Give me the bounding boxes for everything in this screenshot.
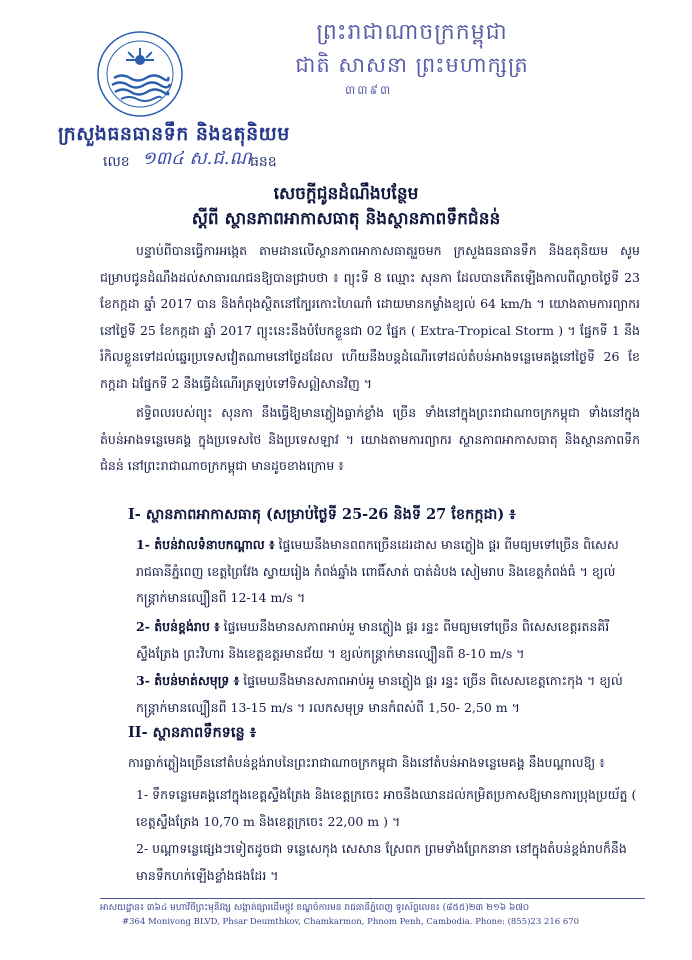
section-weather-heading: I- ស្ថានភាពអាកាសធាតុ (សម្រាប់ថ្ងៃទី 25-26 និងទី 27 ខែកក្កដា) ៖ xyxy=(128,506,516,523)
footer-divider xyxy=(100,898,645,899)
reference-number: ១៣៤ ស.ជ.ណ xyxy=(142,148,252,169)
footer-address-khmer: អាសយដ្ឋាន៖ ៣៦៤ មហាវិថីព្រះមុនីវង្ស សង្កាត់ផ្សារដើមថ្កូវ ខណ្ឌចំការមន រាជធានីភ្នំពេញ ទូរស័ព្ទលេខ៖ (៨៥៥)២៣ ២១៦ ៦៧០ xyxy=(100,903,530,913)
list-item xyxy=(136,614,641,667)
reference-prefix: លេខ xyxy=(103,154,130,170)
reference-suffix: ធនឧ xyxy=(250,154,277,170)
section-river-heading: II- ស្ថានភាពទឹកទន្លេ ៖ xyxy=(128,724,257,741)
list-item xyxy=(136,668,641,721)
header-ornament: ៣៣៩៣ xyxy=(345,83,393,97)
paragraph-effects xyxy=(100,400,640,480)
kingdom-heading: ព្រះរាជាណាចក្រកម្ពុជា xyxy=(316,20,508,45)
list-item-text: ទឹកទន្លេមេគង្គនៅក្នុងខេត្តស្ទឹងត្រែង និងខេត្តក្រចេះ អាចនឹងឈានដល់កម្រិតប្រកាសឱ្យមានការប្រុងប្រយ័ត្ន ( ខេត្តស្ទឹងត្រែង 10,70 m និងខេត្តក្រចេះ 22,00 m ) ។ xyxy=(136,787,637,829)
document-subtitle: ស្តីពី ស្ថានភាពអាកាសធាតុ និងស្ថានភាពទឹកជំនន់ xyxy=(191,209,501,229)
ministry-seal-icon xyxy=(96,30,184,118)
list-item-label: 2- តំបន់ខ្ពង់រាប ៖ xyxy=(136,619,220,634)
list-item-text: ផ្ទៃមេឃនឹងមានសភាពអាប់អួ មានភ្លៀង ផ្គរ រន្ទះ ពីមធ្យមទៅច្រើន ពិសេសខេត្តរតនគិរី ស្ទឹងត្រែង ព្រះវិហារ និងខេត្តឧត្តរមានជ័យ ។ ខ្យល់កន្ត្រាក់មានល្បឿនពី 8-10 m/s ។ xyxy=(136,619,610,661)
list-item xyxy=(136,836,641,889)
footer-address-english: #364 Monivong BLVD, Phsar Deumthkov, Chamkarmon, Phnom Penh, Cambodia. Phone: (855)23 216 670 xyxy=(122,917,580,927)
list-item xyxy=(136,532,641,612)
list-item-label: 3- តំបន់មាត់សមុទ្រ ៖ xyxy=(136,673,240,688)
document-title: សេចក្តីជូនដំណឹងបន្ថែម xyxy=(273,184,419,204)
section-river-intro: ការធ្លាក់ភ្លៀងច្រើននៅតំបន់ខ្ពង់រាបនៃព្រះរាជាណាចក្រកម្ពុជា និងនៅតំបន់អាងទន្លេមេគង្គ នឹងបណ្តាលឱ្យ ៖ xyxy=(128,755,605,770)
ministry-name: ក្រសួងធនធានទឹក និងឧតុនិយម xyxy=(58,123,290,145)
list-item-label: 2- xyxy=(136,841,149,856)
list-item xyxy=(136,782,641,835)
paragraph-effects-text: ឥទ្ធិពលរបស់ព្យុះ សុនកា នឹងធ្វើឱ្យមានភ្លៀងធ្លាក់ខ្លាំង ច្រើន ទាំងនៅក្នុងព្រះរាជាណាចក្រកម្ពុជា ទាំងនៅក្នុងតំបន់អាងទន្លេមេគង្គ ក្នុងប្រទេសថៃ និងប្រទេសឡាវ ។ យោងតាមការព្យាករ ស្ថានភាពអាកាសធាតុ និងស្ថានភាពទឹកជំនន់ នៅព្រះរាជាណាចក្រកម្ពុជា មានដូចខាងក្រោម ៖ xyxy=(100,405,640,473)
list-item-label: 1- xyxy=(136,787,149,802)
list-item-text: ផ្ទៃមេឃនឹងមានសភាពអាប់អួ មានភ្លៀង ផ្គរ រន្ទះ ច្រើន ពិសេសខេត្តកោះកុង ។ ខ្យល់កន្ត្រាក់មានល្បឿនពី 13-15 m/s ។ រលកសមុទ្រ មានកំពស់ពី 1,50- 2,50 m ។ xyxy=(136,673,623,715)
paragraph-intro-text: បន្ទាប់ពីបានធ្វើការអង្កេត តាមដានលើស្ថានភាពអាកាសធាតុរួចមក ក្រសួងធនធានទឹក និងឧតុនិយម សូមជម្រាបជូនដំណឹងដល់សាធារណជនឱ្យបានជ្រាបថា ៖ ព្យុះទី 8 ឈ្មោះ សុនកា ដែលបានកើតឡើងកាលពីល្ងាចថ្ងៃទី 23 ខែកក្កដា ឆ្នាំ 2017 បាន និងកំពុងស្ថិតនៅក្បែរកោះហៃណាំ ដោយមានកម្លាំងខ្យល់ 64 km/h ។ យោងតាមការព្យាករ នៅថ្ងៃទី 25 ខែកក្កដា ឆ្នាំ 2017 ព្យុះនេះនឹងបំបែកខ្លួនជា 02 ផ្នែក ( Extra-Tropical Storm ) ។ ផ្នែកទី 1 នឹងរំកិលខ្លួនទៅដល់ឆ្នេរប្រទេសវៀតណាមនៅថ្ងៃដដែល ហើយនឹងបន្តដំណើរទៅដល់តំបន់អាងទន្លេមេគង្គនៅថ្ងៃទី 26 ខែកក្កដា ឯផ្នែកទី 2 នឹងធ្វើដំណើរត្រឡប់ទៅទិសឦសានវិញ ។ xyxy=(100,243,640,391)
list-item-text: បណ្តាទន្លេផ្សេងៗទៀតដូចជា ទន្លេសេកុង សេសាន ស្រែពក ព្រមទាំងព្រែកនានា នៅក្នុងតំបន់ខ្ពង់រាបក៏នឹងមានទឹកហក់ឡើងខ្លាំងផងដែរ ។ xyxy=(136,841,627,883)
list-item-label: 1- តំបន់វាលទំនាបកណ្តាល ៖ xyxy=(136,537,275,552)
list-item-text: ផ្ទៃមេឃនឹងមានពពកច្រើនដេរដាស មានភ្លៀង ផ្គរ ពីមធ្យមទៅច្រើន ពិសេសរាជធានីភ្នំពេញ ខេត្តព្រៃវែង ស្វាយរៀង កំពង់ឆ្នាំង ពោធិ៍សាត់ បាត់ដំបង សៀមរាប និងខេត្តកំពង់ធំ ។ ខ្យល់កន្ត្រាក់មានល្បឿនពី 12-14 m/s ។ xyxy=(136,537,619,605)
paragraph-intro xyxy=(100,238,640,397)
national-motto: ជាតិ សាសនា ព្រះមហាក្សត្រ xyxy=(295,53,529,77)
